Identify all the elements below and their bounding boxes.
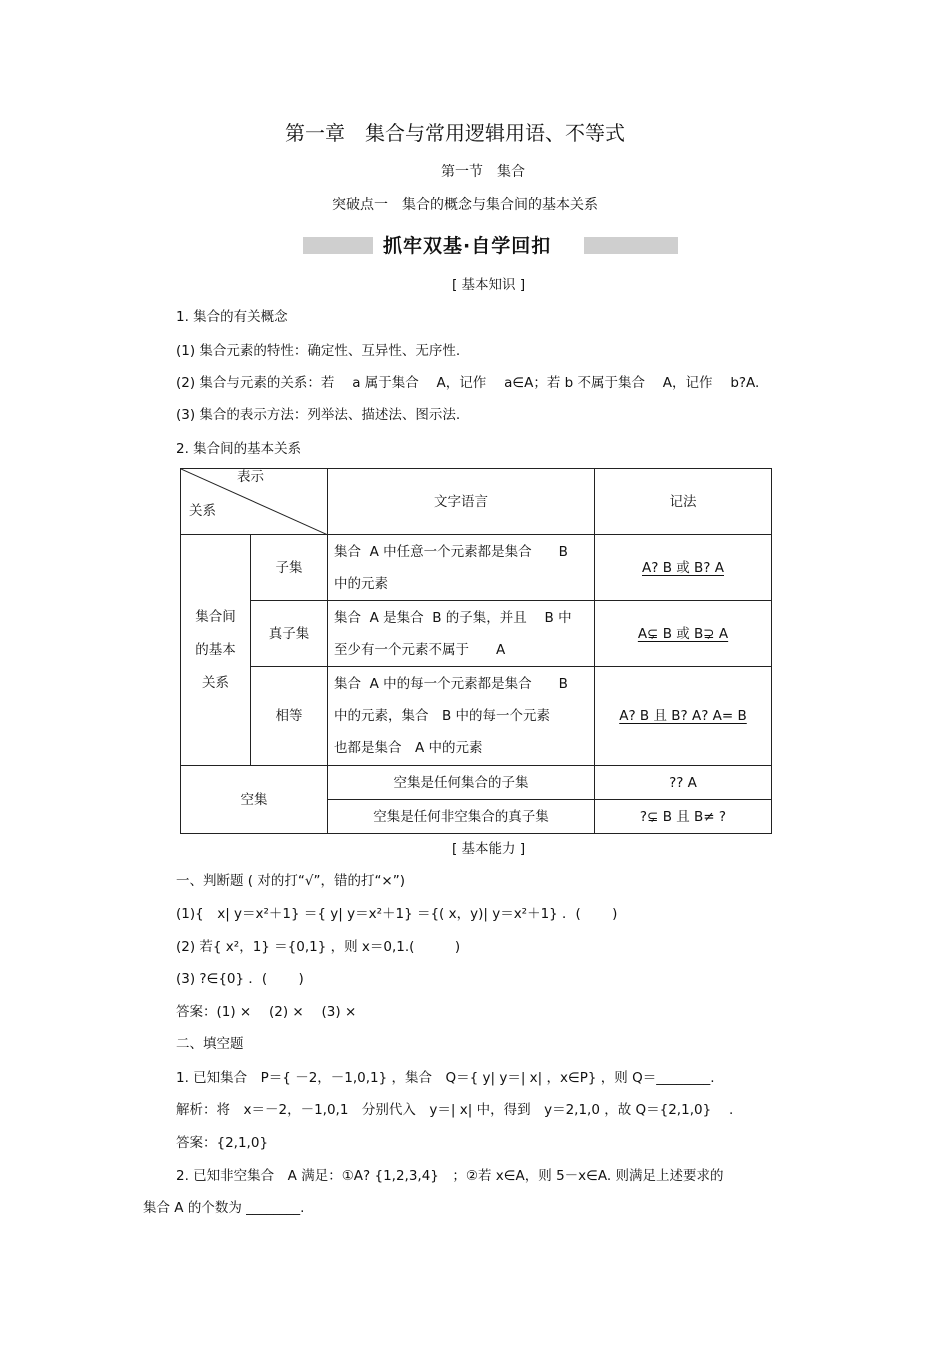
judgement-q3: (3) ?∈{0} ．( ) <box>176 971 304 987</box>
equal-text-line-2: 中的元素，集合 B 中的每一个元素 <box>334 708 551 724</box>
fill-q1-answer: 答案：{2,1,0} <box>176 1135 269 1151</box>
fill-q2-line-1: 2. 已知非空集合 A 满足：①A? {1,2,3,4} ；②若 x∈A，则 5－x∈A. 则满足上述要求的 <box>176 1168 724 1184</box>
set-relation-table <box>180 468 772 834</box>
empty-subset-notation: ?? A <box>595 766 772 800</box>
fill-q2-line-2: 集合 A 的个数为 ________. <box>143 1200 305 1216</box>
row-notation-proper-subset: A⊊ B 或 B⊋ A <box>595 601 772 667</box>
banner-right-bar <box>584 237 678 254</box>
row-text-proper-subset <box>328 601 595 667</box>
group-label-line-2: 的基本 <box>195 641 236 658</box>
empty-proper-subset-text: 空集是任何非空集合的真子集 <box>328 800 595 834</box>
judgement-title: 一、判断题 ( 对的打“√”，错的打“×”) <box>176 873 406 889</box>
relation-title: 2. 集合间的基本关系 <box>176 441 302 457</box>
banner-left-bar <box>303 237 373 254</box>
subset-text-line-1: 集合 A 中任意一个元素都是集合 B <box>334 543 568 560</box>
judgement-q2: (2) 若{ x²，1} ＝{0,1} ，则 x＝0,1.( ) <box>176 939 461 955</box>
equal-text-line-1: 集合 A 中的每一个元素都是集合 B <box>334 676 568 692</box>
row-name-subset: 子集 <box>251 535 328 601</box>
corner-top-label: 表示 <box>237 469 264 485</box>
proper-subset-text-line-2: 至少有一个元素不属于 A <box>334 641 506 658</box>
header-text-language: 文字语言 <box>328 469 595 535</box>
group-label-line-1: 集合间 <box>195 608 236 625</box>
row-text-equal <box>328 667 595 766</box>
section-title: 第一节 集合 <box>441 164 525 180</box>
subset-text-line-2: 中的元素 <box>334 575 388 592</box>
group-label-cell <box>181 535 251 766</box>
judgement-q1: (1){ x| y＝x²＋1} ＝{ y| y＝x²＋1} ＝{( x，y)| y＝x²＋1} ．( ) <box>176 906 618 922</box>
row-notation-equal: A? B 且 B? A? A= B <box>595 667 772 766</box>
table-corner-cell <box>181 469 328 535</box>
element-relation-line: (2) 集合与元素的关系：若 a 属于集合 A，记作 a∈A；若 b 不属于集合 A，记作 b?A. <box>176 375 760 391</box>
row-name-equal: 相等 <box>251 667 328 766</box>
empty-set-label: 空集 <box>181 766 328 834</box>
chapter-title: 第一章 集合与常用逻辑用语、不等式 <box>285 121 625 145</box>
point-title: 突破点一 集合的概念与集合间的基本关系 <box>332 197 598 213</box>
representation-line: (3) 集合的表示方法：列举法、描述法、图示法. <box>176 407 461 423</box>
concept-title: 1. 集合的有关概念 <box>176 309 288 325</box>
judgement-answer: 答案：(1) × (2) × (3) × <box>176 1004 357 1020</box>
basic-knowledge-heading: [ 基本知识 ] <box>452 277 526 293</box>
header-notation: 记法 <box>595 469 772 535</box>
fill-q1: 1. 已知集合 P＝{ －2，－1,0,1} ，集合 Q＝{ y| y＝| x| ，x∈P} ，则 Q＝________. <box>176 1070 715 1086</box>
basic-ability-heading: [ 基本能力 ] <box>452 841 526 857</box>
element-properties-line: (1) 集合元素的特性：确定性、互异性、无序性. <box>176 343 461 359</box>
group-label-line-3: 关系 <box>202 674 229 691</box>
banner-title: 抓牢双基·自学回扣 <box>383 235 552 257</box>
proper-subset-text-line-1: 集合 A 是集合 B 的子集，并且 B 中 <box>334 609 572 626</box>
fill-blank-title: 二、填空题 <box>176 1036 244 1052</box>
empty-subset-text: 空集是任何集合的子集 <box>328 766 595 800</box>
corner-bottom-label: 关系 <box>189 503 216 519</box>
empty-proper-subset-notation: ?⊊ B 且 B≠ ? <box>595 800 772 834</box>
equal-text-line-3: 也都是集合 A 中的元素 <box>334 740 483 756</box>
row-notation-subset: A? B 或 B? A <box>595 535 772 601</box>
row-name-proper-subset: 真子集 <box>251 601 328 667</box>
row-text-subset <box>328 535 595 601</box>
fill-q1-solution: 解析：将 x＝－2，－1,0,1 分别代入 y＝| x| 中，得到 y＝2,1,0 ，故 Q＝{2,1,0} . <box>176 1102 734 1118</box>
